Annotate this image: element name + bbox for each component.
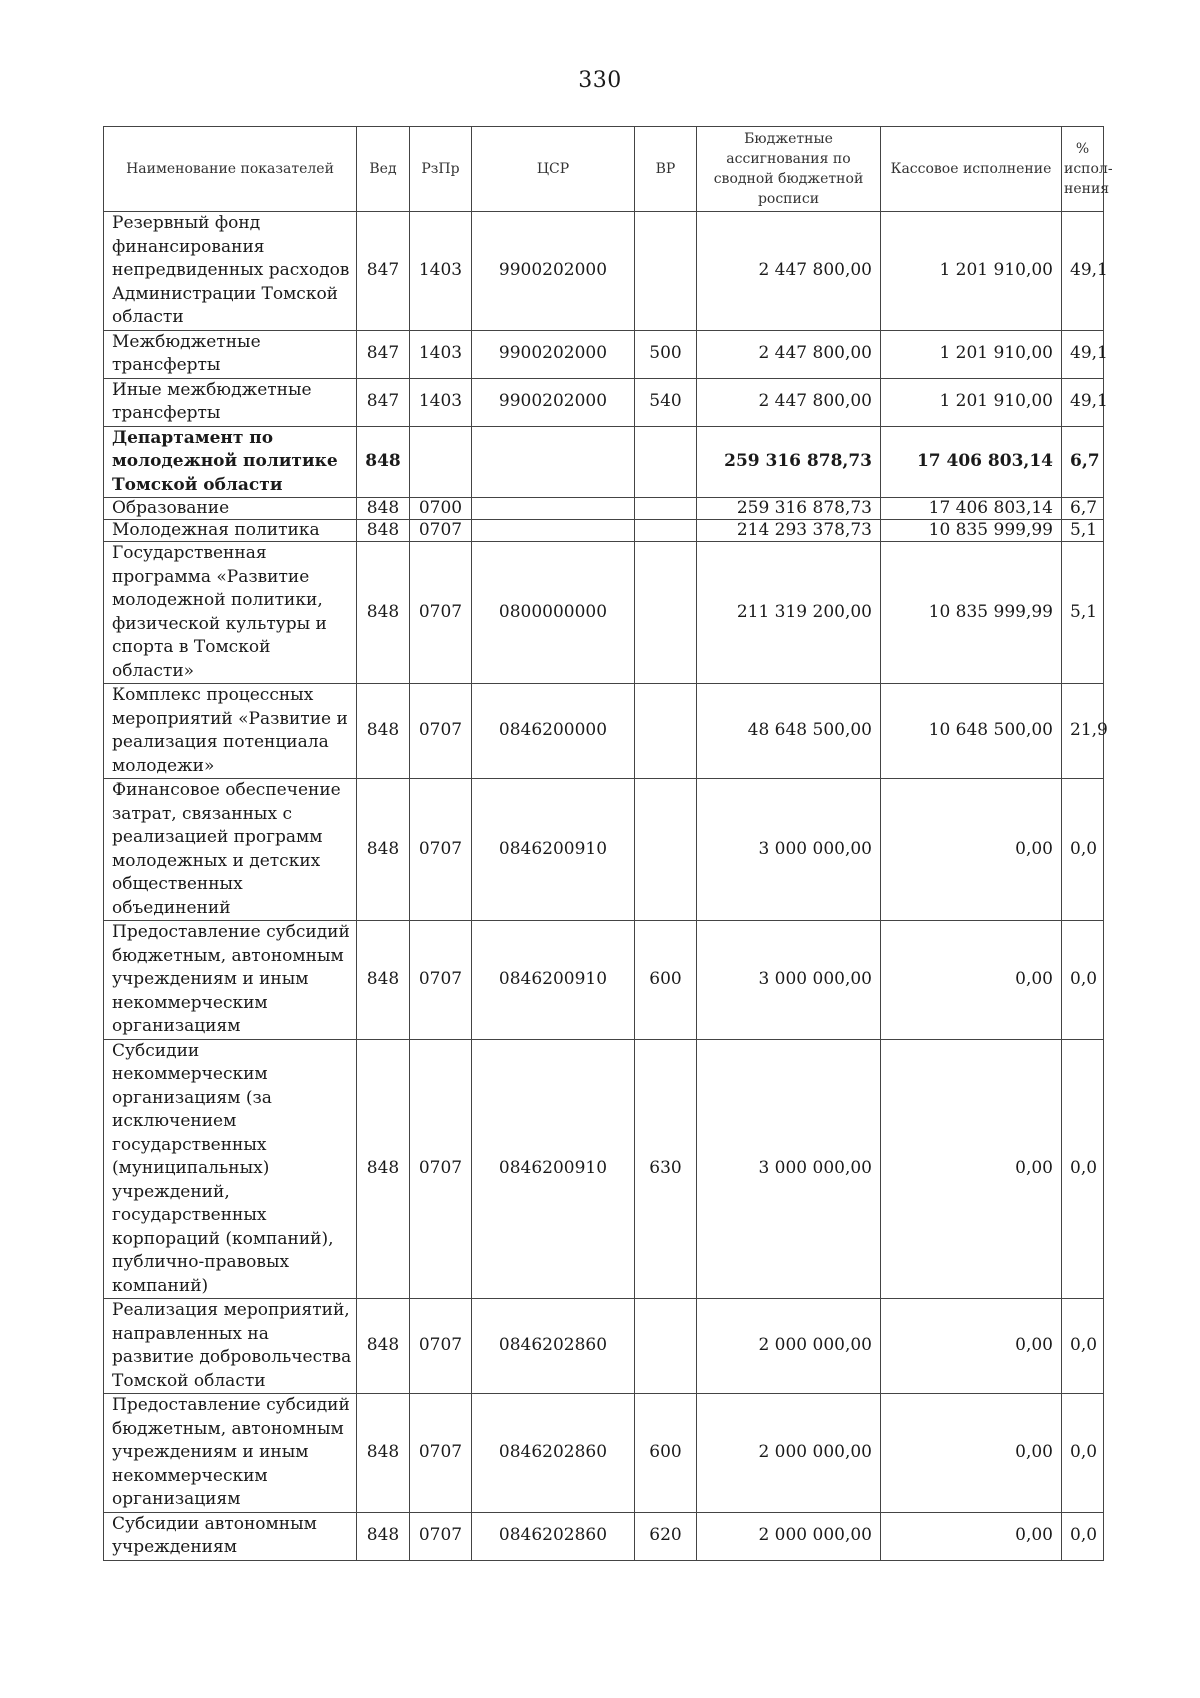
cell-rzpr: 0707 <box>410 1039 472 1299</box>
cell-ved: 847 <box>357 212 410 331</box>
cell-execution: 10 835 999,99 <box>881 520 1062 542</box>
header-allocations: Бюджетные ассигнования по сводной бюджетной росписи <box>697 127 881 212</box>
cell-csr <box>472 426 635 498</box>
cell-percent: 0,0 <box>1062 1394 1104 1513</box>
cell-ved: 847 <box>357 330 410 378</box>
cell-execution: 0,00 <box>881 1299 1062 1394</box>
cell-allocation: 259 316 878,73 <box>697 498 881 520</box>
table-row <box>104 1299 1104 1394</box>
cell-csr <box>472 498 635 520</box>
cell-name: Департамент по молодежной политике Томской области <box>104 426 357 498</box>
cell-execution: 10 648 500,00 <box>881 684 1062 779</box>
cell-ved: 848 <box>357 542 410 684</box>
cell-vr: 540 <box>635 378 697 426</box>
cell-rzpr: 0700 <box>410 498 472 520</box>
table-row <box>104 921 1104 1040</box>
cell-rzpr: 0707 <box>410 1299 472 1394</box>
cell-csr: 0800000000 <box>472 542 635 684</box>
cell-vr <box>635 779 697 921</box>
cell-allocation: 2 447 800,00 <box>697 378 881 426</box>
cell-csr: 0846200000 <box>472 684 635 779</box>
cell-execution: 10 835 999,99 <box>881 542 1062 684</box>
cell-vr: 500 <box>635 330 697 378</box>
cell-csr: 9900202000 <box>472 330 635 378</box>
table-row <box>104 498 1104 520</box>
cell-allocation: 2 447 800,00 <box>697 330 881 378</box>
cell-csr: 0846200910 <box>472 1039 635 1299</box>
cell-csr: 9900202000 <box>472 378 635 426</box>
budget-execution-table <box>103 126 1113 1561</box>
cell-vr <box>635 684 697 779</box>
cell-execution: 17 406 803,14 <box>881 498 1062 520</box>
cell-percent: 0,0 <box>1062 921 1104 1040</box>
table-row <box>104 212 1104 331</box>
cell-rzpr: 0707 <box>410 1512 472 1560</box>
cell-allocation: 3 000 000,00 <box>697 921 881 1040</box>
cell-ved: 848 <box>357 684 410 779</box>
cell-percent: 49,1 <box>1062 330 1104 378</box>
header-rzpr: РзПр <box>410 127 472 212</box>
header-percent: % испол-нения <box>1062 127 1104 212</box>
cell-allocation: 48 648 500,00 <box>697 684 881 779</box>
cell-rzpr: 1403 <box>410 330 472 378</box>
cell-name: Предоставление субсидий бюджетным, автономным учреждениям и иным некоммерческим организациям <box>104 921 357 1040</box>
cell-execution: 0,00 <box>881 921 1062 1040</box>
table-row <box>104 520 1104 542</box>
cell-name: Финансовое обеспечение затрат, связанных с реализацией программ молодежных и детских общественных объединений <box>104 779 357 921</box>
cell-execution: 1 201 910,00 <box>881 330 1062 378</box>
cell-execution: 0,00 <box>881 1039 1062 1299</box>
cell-vr: 620 <box>635 1512 697 1560</box>
header-vr: ВР <box>635 127 697 212</box>
page-number: 330 <box>578 68 622 93</box>
table-row <box>104 684 1104 779</box>
cell-execution: 0,00 <box>881 1512 1062 1560</box>
cell-rzpr: 0707 <box>410 921 472 1040</box>
cell-ved: 848 <box>357 1394 410 1513</box>
cell-name: Комплекс процессных мероприятий «Развитие и реализация потенциала молодежи» <box>104 684 357 779</box>
cell-vr <box>635 1299 697 1394</box>
cell-vr: 630 <box>635 1039 697 1299</box>
cell-name: Молодежная политика <box>104 520 357 542</box>
cell-execution: 0,00 <box>881 779 1062 921</box>
cell-execution: 17 406 803,14 <box>881 426 1062 498</box>
cell-vr <box>635 542 697 684</box>
cell-ved: 848 <box>357 1299 410 1394</box>
cell-vr <box>635 212 697 331</box>
cell-ved: 848 <box>357 1039 410 1299</box>
cell-percent: 6,7 <box>1062 426 1104 498</box>
cell-csr: 9900202000 <box>472 212 635 331</box>
table-header-row <box>104 127 1104 212</box>
cell-percent: 0,0 <box>1062 1039 1104 1299</box>
cell-allocation: 2 000 000,00 <box>697 1394 881 1513</box>
cell-name: Резервный фонд финансирования непредвиденных расходов Администрации Томской области <box>104 212 357 331</box>
cell-name: Реализация мероприятий, направленных на развитие добровольчества Томской области <box>104 1299 357 1394</box>
cell-percent: 6,7 <box>1062 498 1104 520</box>
cell-ved: 848 <box>357 779 410 921</box>
cell-allocation: 2 000 000,00 <box>697 1299 881 1394</box>
table-row <box>104 1394 1104 1513</box>
header-name: Наименование показателей <box>104 127 357 212</box>
table-row <box>104 426 1104 498</box>
cell-ved: 848 <box>357 921 410 1040</box>
cell-name: Субсидии некоммерческим организациям (за исключением государственных (муниципальных) учреждений, государственных корпораций (компаний), публично-правовых компаний) <box>104 1039 357 1299</box>
cell-rzpr: 0707 <box>410 1394 472 1513</box>
cell-percent: 49,1 <box>1062 378 1104 426</box>
cell-allocation: 2 447 800,00 <box>697 212 881 331</box>
cell-rzpr: 1403 <box>410 212 472 331</box>
cell-vr: 600 <box>635 1394 697 1513</box>
cell-csr: 0846202860 <box>472 1299 635 1394</box>
cell-ved: 848 <box>357 426 410 498</box>
cell-vr <box>635 520 697 542</box>
cell-ved: 847 <box>357 378 410 426</box>
cell-allocation: 214 293 378,73 <box>697 520 881 542</box>
cell-percent: 0,0 <box>1062 1299 1104 1394</box>
cell-allocation: 259 316 878,73 <box>697 426 881 498</box>
cell-allocation: 2 000 000,00 <box>697 1512 881 1560</box>
cell-ved: 848 <box>357 520 410 542</box>
cell-name: Межбюджетные трансферты <box>104 330 357 378</box>
cell-rzpr: 0707 <box>410 779 472 921</box>
cell-allocation: 3 000 000,00 <box>697 1039 881 1299</box>
cell-ved: 848 <box>357 1512 410 1560</box>
cell-percent: 5,1 <box>1062 520 1104 542</box>
table-row <box>104 779 1104 921</box>
cell-name: Субсидии автономным учреждениям <box>104 1512 357 1560</box>
cell-vr <box>635 498 697 520</box>
cell-csr: 0846200910 <box>472 779 635 921</box>
cell-rzpr <box>410 426 472 498</box>
cell-csr: 0846200910 <box>472 921 635 1040</box>
cell-name: Иные межбюджетные трансферты <box>104 378 357 426</box>
cell-vr: 600 <box>635 921 697 1040</box>
cell-csr <box>472 520 635 542</box>
cell-execution: 1 201 910,00 <box>881 212 1062 331</box>
cell-execution: 1 201 910,00 <box>881 378 1062 426</box>
cell-csr: 0846202860 <box>472 1394 635 1513</box>
table-row <box>104 378 1104 426</box>
cell-percent: 21,9 <box>1062 684 1104 779</box>
table-row <box>104 330 1104 378</box>
cell-vr <box>635 426 697 498</box>
cell-name: Предоставление субсидий бюджетным, автономным учреждениям и иным некоммерческим организациям <box>104 1394 357 1513</box>
cell-name: Образование <box>104 498 357 520</box>
header-ved: Вед <box>357 127 410 212</box>
cell-allocation: 211 319 200,00 <box>697 542 881 684</box>
header-execution: Кассовое исполнение <box>881 127 1062 212</box>
cell-execution: 0,00 <box>881 1394 1062 1513</box>
cell-percent: 49,1 <box>1062 212 1104 331</box>
cell-name: Государственная программа «Развитие молодежной политики, физической культуры и спорта в Томской области» <box>104 542 357 684</box>
table-row <box>104 1512 1104 1560</box>
cell-percent: 0,0 <box>1062 779 1104 921</box>
cell-rzpr: 0707 <box>410 542 472 684</box>
cell-rzpr: 0707 <box>410 684 472 779</box>
cell-csr: 0846202860 <box>472 1512 635 1560</box>
table-row <box>104 542 1104 684</box>
cell-rzpr: 1403 <box>410 378 472 426</box>
cell-ved: 848 <box>357 498 410 520</box>
table-row <box>104 1039 1104 1299</box>
header-csr: ЦСР <box>472 127 635 212</box>
cell-percent: 5,1 <box>1062 542 1104 684</box>
cell-allocation: 3 000 000,00 <box>697 779 881 921</box>
cell-percent: 0,0 <box>1062 1512 1104 1560</box>
cell-rzpr: 0707 <box>410 520 472 542</box>
